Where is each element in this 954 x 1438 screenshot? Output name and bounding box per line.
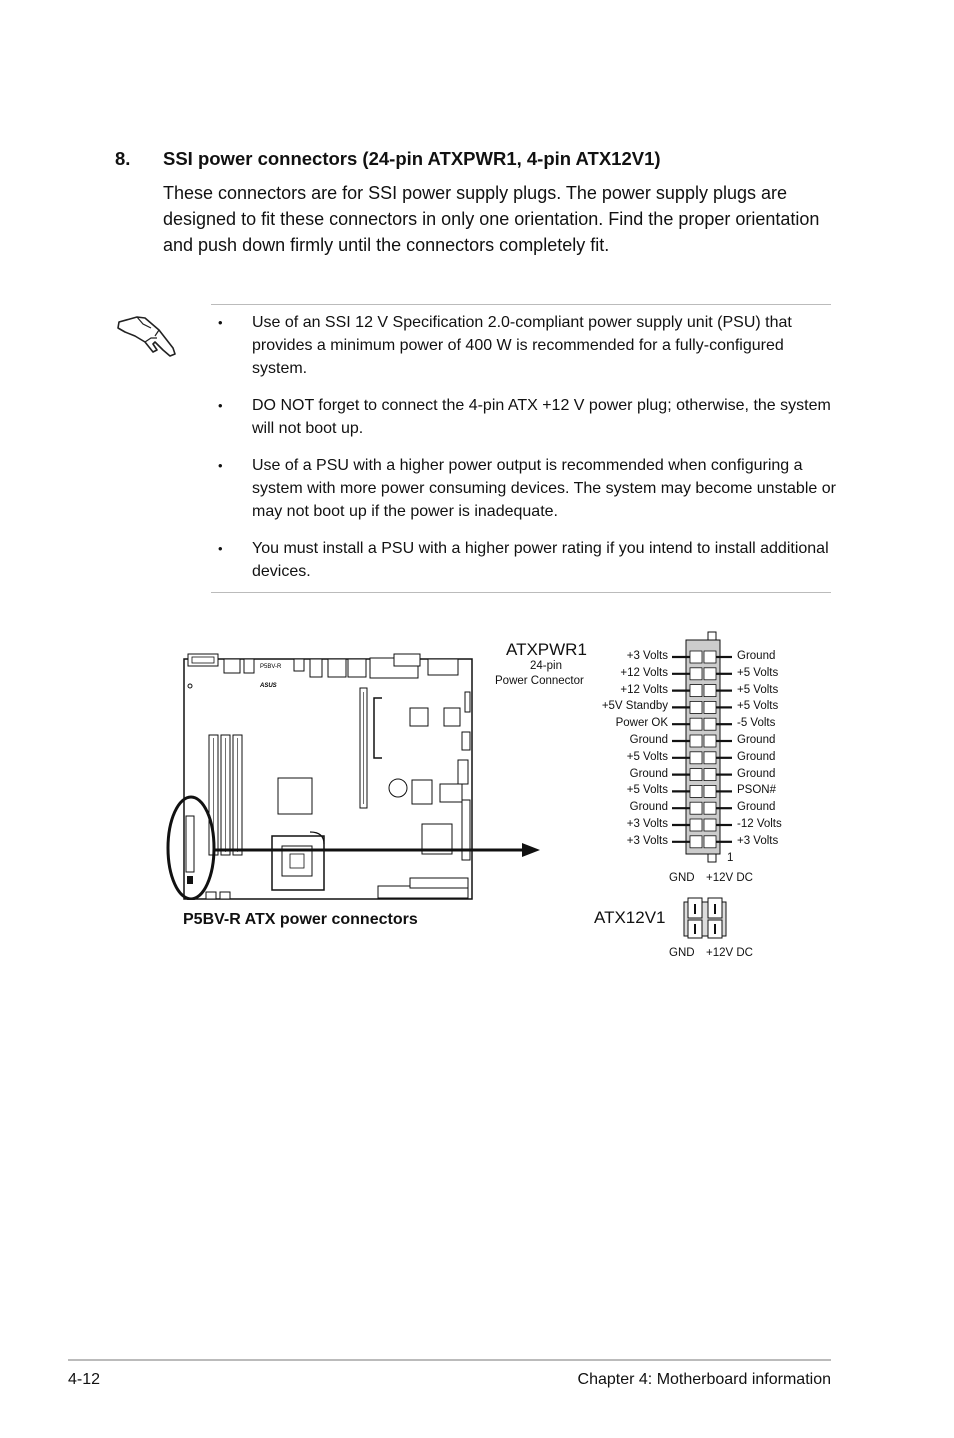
atxpwr1-subtitle-1: 24-pin: [530, 660, 562, 672]
atxpwr1-title: ATXPWR1: [506, 640, 587, 659]
atx12v1-bottom-left-label: GND: [669, 947, 695, 959]
pin-cell: [690, 819, 702, 831]
pin-1-label: 1: [727, 852, 734, 864]
motherboard-diagram: [160, 640, 550, 900]
pin-label-right: Ground: [737, 734, 776, 746]
pin-cell: [690, 735, 702, 747]
pin-label-right: PSON#: [737, 784, 776, 797]
pin-cell: [704, 651, 716, 663]
pin-cell: [704, 701, 716, 713]
pin-label-left: +3 Volts: [626, 818, 668, 830]
pin-cell: [690, 651, 702, 663]
pin-cell: [690, 685, 702, 697]
pin-label-right: Ground: [737, 767, 776, 780]
pin-cell: [690, 701, 702, 713]
pin-cell: [704, 752, 716, 764]
note-item: • Use of a PSU with a higher power output is recommended when configuring a system with more power consuming devices. The system may become unstable or may not boot up if the power is inadequate.: [218, 457, 836, 520]
note-item: • You must install a PSU with a higher power rating if you intend to install additional devices.: [218, 540, 829, 580]
chapter-title: Chapter 4: Motherboard information: [577, 1371, 831, 1388]
pin-label-left: Power OK: [615, 717, 668, 730]
section-number: 8.: [115, 148, 131, 169]
note-top-rule: [211, 304, 831, 305]
pin-cell: [704, 685, 716, 697]
pin-label-left: +3 Volts: [626, 834, 668, 847]
pin-cell: [690, 718, 702, 730]
pin-cell: [690, 802, 702, 814]
pin-label-right: -5 Volts: [737, 717, 776, 730]
pin-label-left: Ground: [629, 734, 668, 746]
pin-label-left: +5V Standby: [601, 700, 668, 713]
pin-cell: [704, 718, 716, 730]
pin-cell: [704, 819, 716, 831]
pin-cell: [704, 769, 716, 781]
pin-cell: [704, 735, 716, 747]
footer-rule: [68, 1359, 831, 1361]
pin-label-right: Ground: [737, 650, 776, 662]
pin-label-right: Ground: [737, 750, 776, 763]
atx12v1-bottom-right-label: +12V DC: [706, 947, 753, 959]
pin-cell: [690, 668, 702, 680]
note-list: [211, 311, 836, 597]
atx12v1-title: ATX12V1: [594, 908, 666, 927]
atx12v1-connector: [680, 892, 730, 942]
note-item: • Use of an SSI 12 V Specification 2.0-compliant power supply unit (PSU) that provides a minimum power of 400 W is recommended for a fully-configured system.: [218, 314, 792, 377]
atxpwr1-subtitle-2: Power Connector: [495, 675, 584, 687]
board-logo: ASUS: [260, 683, 277, 689]
pin-label-left: Ground: [629, 801, 668, 814]
hand-note-icon: [115, 308, 179, 365]
pin-label-left: +5 Volts: [626, 784, 668, 797]
pin-cell: [704, 836, 716, 848]
pin-label-right: +5 Volts: [737, 683, 779, 696]
note-item: • DO NOT forget to connect the 4-pin ATX +12 V power plug; otherwise, the system will not boot up.: [218, 397, 831, 437]
pin-cell: [704, 802, 716, 814]
pin-cell: [704, 668, 716, 680]
pin-label-left: Ground: [629, 767, 668, 780]
pin-label-left: +12 Volts: [620, 666, 668, 679]
pin-label-right: +5 Volts: [737, 666, 779, 679]
pin-label-right: +3 Volts: [737, 834, 779, 847]
board-model-label: P5BV-R: [260, 664, 282, 670]
pin-label-right: +5 Volts: [737, 700, 779, 713]
note-bottom-rule: [211, 592, 831, 593]
atxpwr1-connector: [672, 630, 732, 866]
pin-label-left: +3 Volts: [626, 650, 668, 662]
pin-label-right: Ground: [737, 801, 776, 814]
pin-label-left: +12 Volts: [620, 683, 668, 696]
section-intro: These connectors are for SSI power supply plugs. The power supply plugs are designed to fit these connectors in only one orientation. Find the proper orientation and push down firmly until the connectors completely fit.: [163, 183, 820, 255]
pin-cell: [704, 785, 716, 797]
section-title: SSI power connectors (24-pin ATXPWR1, 4-pin ATX12V1): [163, 148, 661, 169]
figure-caption: P5BV-R ATX power connectors: [183, 911, 418, 928]
pin-cell: [690, 785, 702, 797]
atx12v1-top-right-label: +12V DC: [706, 872, 753, 884]
pin-cell: [690, 836, 702, 848]
page-number: 4-12: [68, 1371, 101, 1388]
pin-label-right: -12 Volts: [737, 818, 782, 830]
pin-label-left: +5 Volts: [626, 750, 668, 763]
pin-cell: [690, 752, 702, 764]
atx12v1-top-left-label: GND: [669, 872, 695, 884]
pin-cell: [690, 769, 702, 781]
